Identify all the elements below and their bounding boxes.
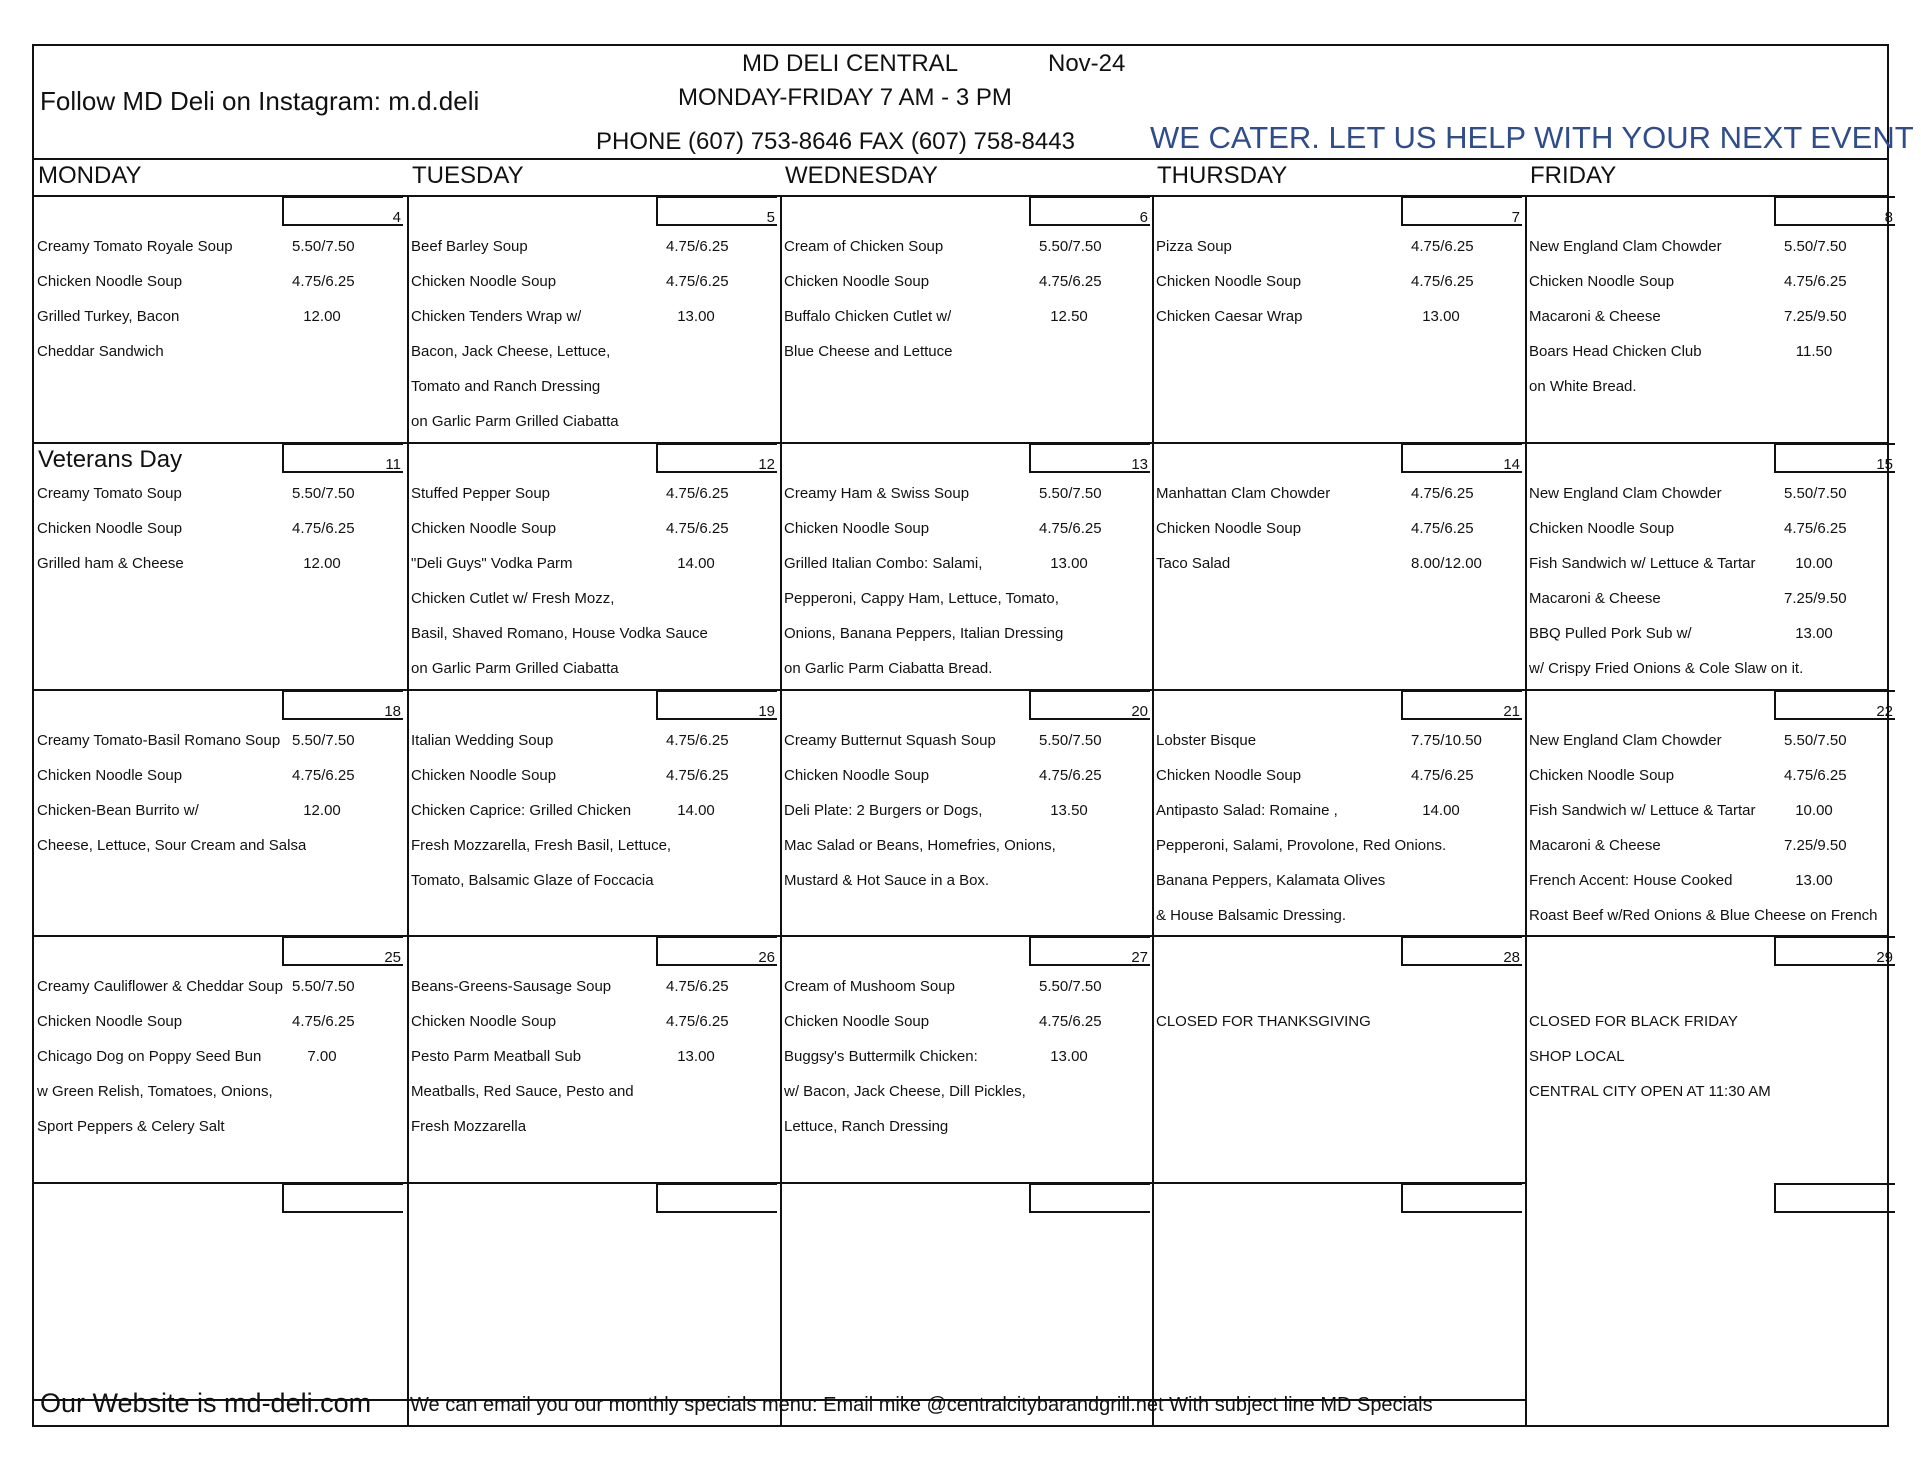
date-box: 8 [1774,196,1895,226]
menu-item [37,1075,401,1109]
menu-item-price: 5.50/7.50 [1039,485,1102,502]
menu-item-text: Chicken Noodle Soup [411,767,557,784]
menu-item-price: 10.00 [1795,555,1833,572]
menu-item [1156,547,1520,581]
day-header-wednesday: WEDNESDAY [785,162,938,189]
menu-item-text: Lobster Bisque [1156,732,1257,749]
menu-item [1156,759,1520,793]
menu-item-text: Beans-Greens-Sausage Soup [411,978,612,995]
menu-item [411,477,775,511]
menu-item-text: Chicken Noodle Soup [37,520,183,537]
website-note: Our Website is md-deli.com [40,1388,372,1418]
date-box: 19 [656,690,777,720]
menu-item [1156,899,1520,933]
menu-item [37,300,401,334]
menu-item-text: "Deli Guys" Vodka Parm [411,555,573,572]
menu-item-price: 5.50/7.50 [1039,732,1102,749]
menu-item [411,1040,775,1074]
menu-item-text: Banana Peppers, Kalamata Olives [1156,872,1386,889]
menu-item [1529,477,1893,511]
menu-item-text: Cheddar Sandwich [37,343,164,360]
menu-item [1156,512,1520,546]
menu-item [1529,652,1893,686]
menu-item [37,829,401,863]
menu-item-text: Pesto Parm Meatball Sub [411,1048,582,1065]
day-header-monday: MONDAY [38,162,142,189]
menu-item-price: 14.00 [677,555,715,572]
menu-item-price: 5.50/7.50 [292,485,355,502]
menu-item [37,1040,401,1074]
menu-item-text: Mac Salad or Beans, Homefries, Onions, [784,837,1056,854]
menu-item [37,970,401,1004]
menu-item [784,759,1148,793]
menu-item-price: 11.50 [1795,343,1833,360]
date-box: 18 [282,690,403,720]
menu-item-text: Creamy Ham & Swiss Soup [784,485,970,502]
menu-item-text: & House Balsamic Dressing. [1156,907,1347,924]
menu-item [1529,230,1893,264]
menu-item-text: Chicken Noodle Soup [784,1013,930,1030]
menu-item [37,794,401,828]
menu-item [1529,265,1893,299]
date-box: 20 [1029,690,1150,720]
menu-item-price: 5.50/7.50 [292,238,355,255]
menu-item [1156,477,1520,511]
menu-item-text: Chicken Noodle Soup [1529,520,1675,537]
menu-item [1529,582,1893,616]
menu-item-text: Macaroni & Cheese [1529,837,1661,854]
menu-item [37,1005,401,1039]
date-box [1774,1183,1895,1213]
menu-item [411,970,775,1004]
menu-item-text: Cheese, Lettuce, Sour Cream and Salsa [37,837,307,854]
menu-item [1156,230,1520,264]
date-box: 26 [656,936,777,966]
menu-item-text: Pepperoni, Salami, Provolone, Red Onions. [1156,837,1447,854]
menu-item-text: Chicken Noodle Soup [1156,520,1302,537]
menu-item [784,1040,1148,1074]
menu-item [1156,265,1520,299]
menu-item [411,265,775,299]
menu-item-price: 4.75/6.25 [666,1013,729,1030]
menu-item-text: Onions, Banana Peppers, Italian Dressing [784,625,1064,642]
day-header-friday: FRIDAY [1530,162,1617,189]
menu-item [37,230,401,264]
menu-item [784,335,1148,369]
menu-item-price: 4.75/6.25 [1411,767,1474,784]
menu-item [411,652,775,686]
menu-item-price: 13.00 [677,1048,715,1065]
menu-item [1529,1005,1893,1039]
menu-item-text: Pizza Soup [1156,238,1232,255]
menu-item [1529,864,1893,898]
menu-item-text: French Accent: House Cooked [1529,872,1733,889]
menu-item-price: 5.50/7.50 [1784,732,1847,749]
menu-item [37,265,401,299]
menu-item [1156,864,1520,898]
menu-item-text: Chicken Noodle Soup [1529,273,1675,290]
menu-item-price: 7.25/9.50 [1784,837,1847,854]
date-box: 5 [656,196,777,226]
menu-item [411,335,775,369]
menu-item-text: Macaroni & Cheese [1529,590,1661,607]
menu-item-text: Chicken Noodle Soup [784,520,930,537]
menu-item-price: 4.75/6.25 [1411,238,1474,255]
menu-item [784,582,1148,616]
menu-item-price: 4.75/6.25 [1411,520,1474,537]
menu-item-price: 7.25/9.50 [1784,590,1847,607]
menu-item [411,1005,775,1039]
menu-item [411,724,775,758]
menu-item-price: 4.75/6.25 [666,978,729,995]
menu-item [1529,512,1893,546]
menu-item-text: on Garlic Parm Grilled Ciabatta [411,660,619,677]
menu-item [784,1005,1148,1039]
menu-item-text: Buffalo Chicken Cutlet w/ [784,308,952,325]
holiday-label: Veterans Day [38,446,183,473]
menu-item-price: 12.00 [303,802,341,819]
menu-item-text: Chicken Noodle Soup [1156,767,1302,784]
menu-item-price: 4.75/6.25 [292,520,355,537]
menu-item [1529,300,1893,334]
menu-item [784,617,1148,651]
menu-item [1529,335,1893,369]
date-box [1029,1183,1150,1213]
menu-item-text: Chicken Caprice: Grilled Chicken [411,802,632,819]
menu-item-text: CLOSED FOR BLACK FRIDAY [1529,1013,1738,1030]
month-label: Nov-24 [1048,50,1126,77]
menu-item [411,512,775,546]
menu-item-text: SHOP LOCAL [1529,1048,1625,1065]
header-divider [34,158,1887,160]
menu-item-text: Chicken Noodle Soup [37,1013,183,1030]
menu-item-text: Chicken Noodle Soup [1156,273,1302,290]
menu-item-text: Chicago Dog on Poppy Seed Bun [37,1048,262,1065]
date-box [1401,1183,1522,1213]
menu-item-text: Mustard & Hot Sauce in a Box. [784,872,990,889]
menu-item [1156,829,1520,863]
date-box: 29 [1774,936,1895,966]
menu-item-text: Taco Salad [1156,555,1231,572]
menu-item-price: 4.75/6.25 [292,273,355,290]
menu-item-text: Cream of Mushoom Soup [784,978,955,995]
menu-item [37,512,401,546]
menu-item [37,724,401,758]
menu-item-text: Italian Wedding Soup [411,732,554,749]
menu-item-text: w/ Bacon, Jack Cheese, Dill Pickles, [784,1083,1026,1100]
menu-item [784,265,1148,299]
menu-item-text: Fresh Mozzarella, Fresh Basil, Lettuce, [411,837,672,854]
menu-item-price: 13.50 [1050,802,1088,819]
menu-item [784,1110,1148,1144]
menu-item-price: 5.50/7.50 [1784,238,1847,255]
menu-item-price: 4.75/6.25 [666,732,729,749]
menu-item-price: 4.75/6.25 [666,238,729,255]
menu-item-text: w/ Crispy Fried Onions & Cole Slaw on it. [1529,660,1804,677]
date-box [656,1183,777,1213]
menu-item-price: 13.00 [1795,625,1833,642]
menu-item [784,477,1148,511]
menu-item [1529,759,1893,793]
menu-item-text: Chicken Noodle Soup [37,273,183,290]
menu-item-price: 12.00 [303,555,341,572]
menu-item-text: Tomato and Ranch Dressing [411,378,601,395]
menu-item-price: 13.00 [1795,872,1833,889]
menu-item-text: Creamy Tomato Soup [37,485,182,502]
menu-item-text: Fresh Mozzarella [411,1118,527,1135]
menu-item-text: Bacon, Jack Cheese, Lettuce, [411,343,611,360]
menu-item-text: Deli Plate: 2 Burgers or Dogs, [784,802,983,819]
menu-item-price: 4.75/6.25 [1784,273,1847,290]
menu-item [411,864,775,898]
menu-item [411,547,775,581]
menu-item-text: Lettuce, Ranch Dressing [784,1118,949,1135]
menu-item-text: New England Clam Chowder [1529,485,1722,502]
menu-item [411,230,775,264]
menu-item-text: Tomato, Balsamic Glaze of Foccacia [411,872,654,889]
menu-item [1529,1040,1893,1074]
menu-item [1529,370,1893,404]
email-note: We can email you our monthly specials menu: Email mike @centralcitybarandgrill.net With subject line MD Specials [410,1394,1433,1416]
menu-calendar [32,44,1914,1427]
menu-item-text: Grilled ham & Cheese [37,555,184,572]
menu-item [1529,617,1893,651]
menu-item-text: Grilled Turkey, Bacon [37,308,180,325]
menu-item-text: Macaroni & Cheese [1529,308,1661,325]
menu-item-text: w Green Relish, Tomatoes, Onions, [37,1083,273,1100]
menu-item-text: Chicken Cutlet w/ Fresh Mozz, [411,590,615,607]
menu-item-price: 4.75/6.25 [666,485,729,502]
date-box: 14 [1401,443,1522,473]
menu-item [784,864,1148,898]
menu-item [1156,1005,1520,1039]
menu-item-text: Chicken Noodle Soup [411,520,557,537]
phone-fax: PHONE (607) 753-8646 FAX (607) 758-8443 [596,128,1075,155]
menu-item-text: New England Clam Chowder [1529,732,1722,749]
menu-item [1529,1075,1893,1109]
menu-item [411,829,775,863]
menu-item [37,547,401,581]
menu-item-text: Chicken-Bean Burrito w/ [37,802,199,819]
menu-item-price: 4.75/6.25 [666,767,729,784]
menu-item-text: Beef Barley Soup [411,238,528,255]
date-box: 6 [1029,196,1150,226]
menu-item-text: Buggsy's Buttermilk Chicken: [784,1048,978,1065]
column-divider [1152,196,1154,1427]
menu-item [784,970,1148,1004]
menu-item-text: New England Clam Chowder [1529,238,1722,255]
date-box [282,1183,403,1213]
date-box: 22 [1774,690,1895,720]
menu-item-price: 5.50/7.50 [292,978,355,995]
menu-item [784,794,1148,828]
menu-item [1156,970,1520,1004]
menu-item-price: 13.00 [1050,1048,1088,1065]
menu-item-price: 4.75/6.25 [1039,520,1102,537]
hours-label: MONDAY-FRIDAY 7 AM - 3 PM [678,84,1012,111]
menu-item [411,300,775,334]
menu-item [411,1075,775,1109]
menu-item-price: 4.75/6.25 [1411,273,1474,290]
column-divider [780,196,782,1427]
menu-item-text: Fish Sandwich w/ Lettuce & Tartar [1529,802,1756,819]
date-box: 4 [282,196,403,226]
menu-item-price: 4.75/6.25 [1784,767,1847,784]
menu-item-price: 4.75/6.25 [1039,767,1102,784]
menu-item [784,547,1148,581]
menu-item-text: Chicken Noodle Soup [1529,767,1675,784]
menu-item-text: Roast Beef w/Red Onions & Blue Cheese on French [1529,907,1878,924]
menu-item [1156,300,1520,334]
catering-banner: WE CATER. LET US HELP WITH YOUR NEXT EVENT [1150,120,1914,155]
menu-item [411,370,775,404]
menu-item [784,300,1148,334]
menu-item-text: Blue Cheese and Lettuce [784,343,953,360]
menu-item [411,759,775,793]
menu-item-price: 7.75/10.50 [1411,732,1482,749]
menu-item-price: 5.50/7.50 [1039,238,1102,255]
menu-item-price: 14.00 [1422,802,1460,819]
menu-item-text: Creamy Butternut Squash Soup [784,732,996,749]
day-header-thursday: THURSDAY [1157,162,1288,189]
menu-item [784,512,1148,546]
menu-item-text: Chicken Noodle Soup [37,767,183,784]
date-box: 21 [1401,690,1522,720]
column-divider [1525,196,1527,1427]
menu-item-text: Stuffed Pepper Soup [411,485,550,502]
menu-item-price: 7.00 [307,1048,337,1065]
menu-item-text: Cream of Chicken Soup [784,238,944,255]
menu-item-text: Antipasto Salad: Romaine , [1156,802,1338,819]
row-divider [34,1182,1526,1184]
menu-item [411,582,775,616]
menu-item-text: Basil, Shaved Romano, House Vodka Sauce [411,625,708,642]
menu-item-price: 5.50/7.50 [1784,485,1847,502]
menu-item [784,230,1148,264]
date-box: 27 [1029,936,1150,966]
menu-item-price: 4.75/6.25 [1784,520,1847,537]
menu-item-price: 4.75/6.25 [292,767,355,784]
menu-item-text: CLOSED FOR THANKSGIVING [1156,1013,1371,1030]
menu-item-text: Pepperoni, Cappy Ham, Lettuce, Tomato, [784,590,1059,607]
menu-item [1529,794,1893,828]
menu-item-text: Chicken Noodle Soup [411,1013,557,1030]
menu-item-text: Creamy Tomato-Basil Romano Soup [37,732,281,749]
menu-item-price: 4.75/6.25 [666,520,729,537]
menu-item-price: 4.75/6.25 [666,273,729,290]
menu-item-price: 7.25/9.50 [1784,308,1847,325]
menu-item-price: 13.00 [1422,308,1460,325]
menu-item-text: Fish Sandwich w/ Lettuce & Tartar [1529,555,1756,572]
date-box: 13 [1029,443,1150,473]
menu-item [37,759,401,793]
date-box: 25 [282,936,403,966]
menu-item-text: BBQ Pulled Pork Sub w/ [1529,625,1692,642]
menu-item-price: 5.50/7.50 [1039,978,1102,995]
menu-item-text: Creamy Cauliflower & Cheddar Soup [37,978,283,995]
menu-item-price: 12.50 [1050,308,1088,325]
menu-item-price: 13.00 [677,308,715,325]
menu-item-text: Manhattan Clam Chowder [1156,485,1331,502]
menu-item-text: CENTRAL CITY OPEN AT 11:30 AM [1529,1083,1771,1100]
menu-item [784,652,1148,686]
menu-item [411,617,775,651]
menu-item [1529,547,1893,581]
menu-item-price: 4.75/6.25 [1039,1013,1102,1030]
menu-item-price: 4.75/6.25 [1039,273,1102,290]
menu-item-price: 10.00 [1795,802,1833,819]
menu-item-text: Chicken Tenders Wrap w/ [411,308,582,325]
menu-item [37,477,401,511]
menu-item-text: Chicken Noodle Soup [784,273,930,290]
menu-item-text: Sport Peppers & Celery Salt [37,1118,225,1135]
menu-item-text: Chicken Noodle Soup [411,273,557,290]
menu-item [1529,724,1893,758]
menu-item [411,794,775,828]
menu-item [411,405,775,439]
menu-item-text: Meatballs, Red Sauce, Pesto and [411,1083,634,1100]
date-box: 15 [1774,443,1895,473]
date-box: 12 [656,443,777,473]
menu-item [1156,724,1520,758]
menu-item [1529,829,1893,863]
menu-item-text: Chicken Caesar Wrap [1156,308,1303,325]
menu-item-price: 5.50/7.50 [292,732,355,749]
date-box: 28 [1401,936,1522,966]
menu-item-price: 12.00 [303,308,341,325]
menu-item-price: 13.00 [1050,555,1088,572]
date-box: 7 [1401,196,1522,226]
page-title: MD DELI CENTRAL [742,50,959,77]
menu-item [1529,899,1893,933]
menu-item [1529,970,1893,1004]
day-header-tuesday: TUESDAY [412,162,524,189]
menu-item [784,724,1148,758]
menu-item-price: 8.00/12.00 [1411,555,1482,572]
menu-item-text: Grilled Italian Combo: Salami, [784,555,983,572]
menu-item [37,335,401,369]
menu-item-text: on White Bread. [1529,378,1637,395]
menu-item-text: on Garlic Parm Ciabatta Bread. [784,660,993,677]
menu-item [784,829,1148,863]
menu-item [37,1110,401,1144]
menu-item-text: Boars Head Chicken Club [1529,343,1702,360]
date-box: 11 [282,443,403,473]
menu-item-price: 4.75/6.25 [292,1013,355,1030]
menu-item-text: Chicken Noodle Soup [784,767,930,784]
instagram-note: Follow MD Deli on Instagram: m.d.deli [40,86,480,116]
menu-item-price: 14.00 [677,802,715,819]
menu-item-price: 4.75/6.25 [1411,485,1474,502]
menu-item [411,1110,775,1144]
menu-item-text: Creamy Tomato Royale Soup [37,238,233,255]
column-divider [407,196,409,1427]
menu-item [1156,794,1520,828]
menu-item [784,1075,1148,1109]
menu-item-text: on Garlic Parm Grilled Ciabatta [411,413,619,430]
